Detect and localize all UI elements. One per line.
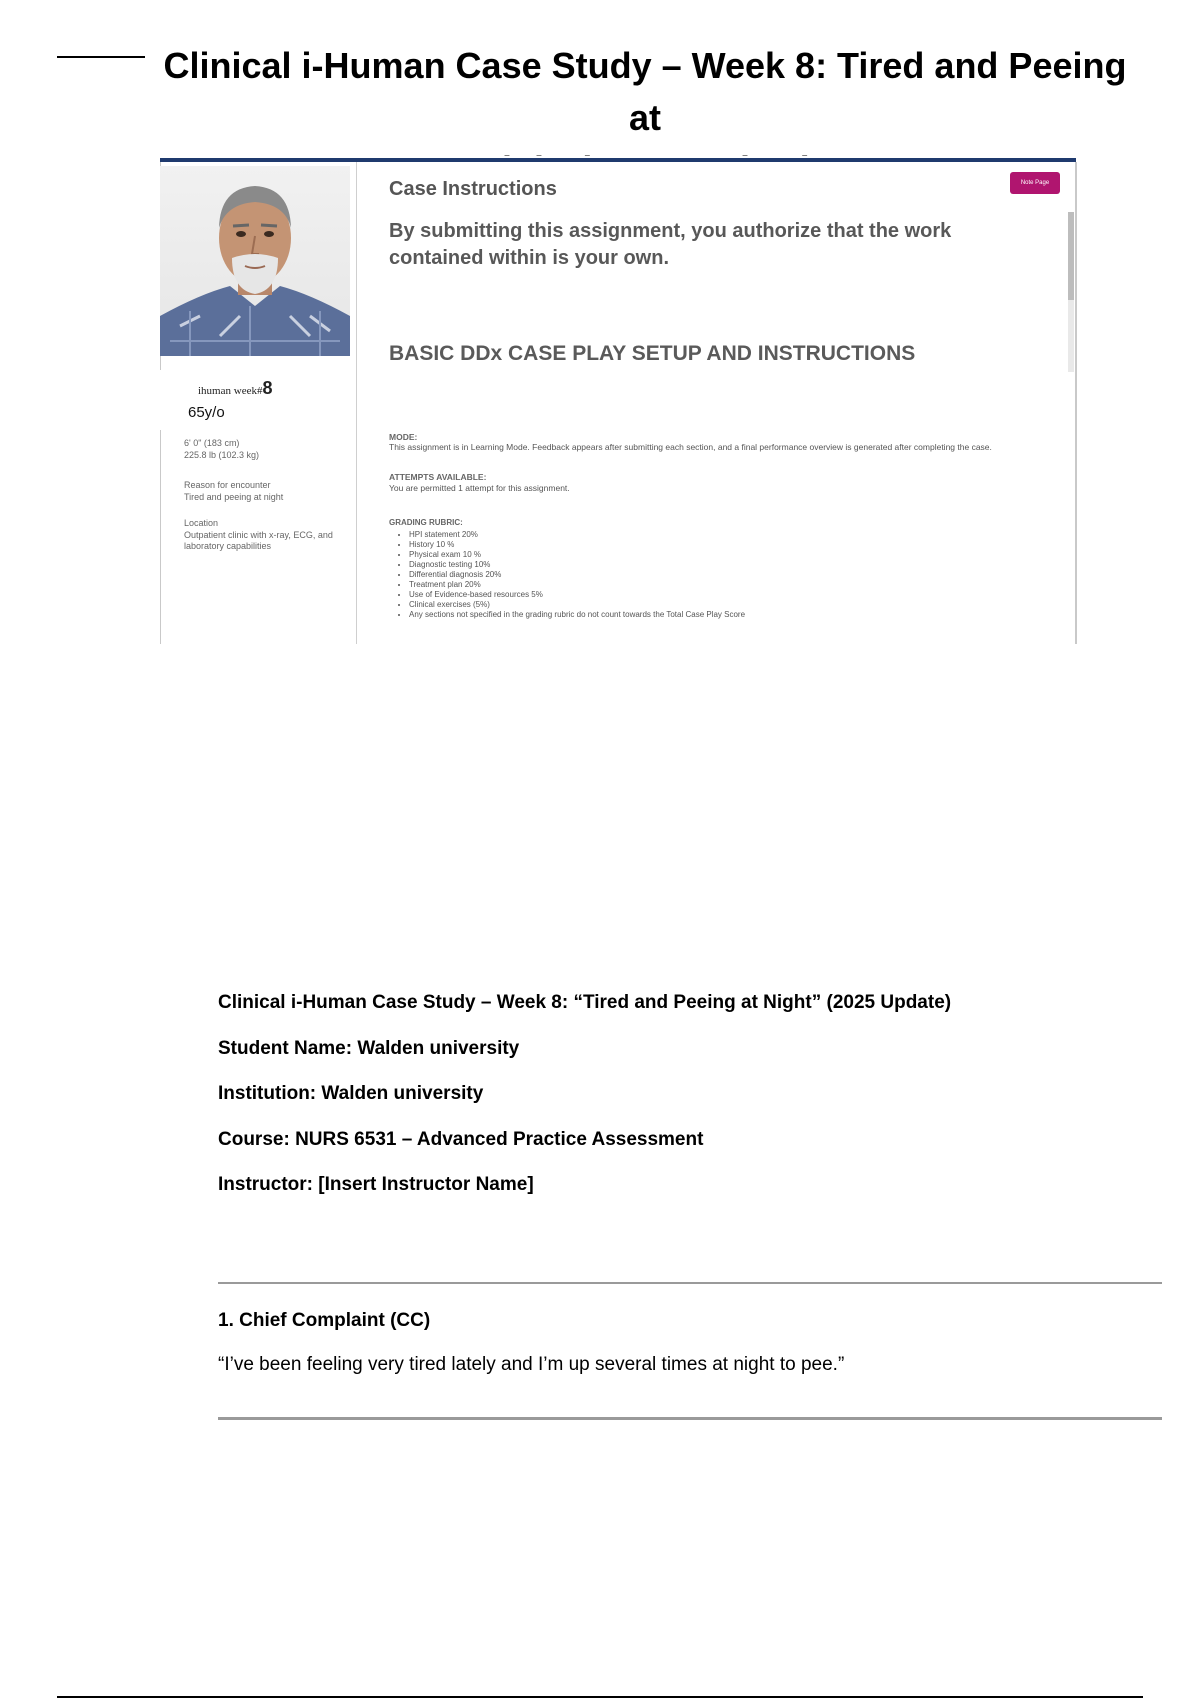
attempts-text: You are permitted 1 attempt for this assignment. xyxy=(389,483,570,493)
rubric-item: • HPI statement 20% xyxy=(409,530,745,540)
patient-height: 6' 0" (183 cm) xyxy=(184,438,240,448)
page-bottom-rule xyxy=(57,1696,1143,1698)
rubric-item: • Physical exam 10 % xyxy=(409,550,745,560)
section-divider-bottom xyxy=(218,1417,1162,1420)
patient-avatar-icon xyxy=(160,166,350,356)
screenshot-top-bar xyxy=(160,158,1076,162)
screenshot-right-border xyxy=(1075,162,1077,644)
rubric-list xyxy=(389,530,745,620)
document-title-line-1: Clinical i-Human Case Study – Week 8: Tired and Peeing at xyxy=(163,45,1127,138)
reason-value: Tired and peeing at night xyxy=(184,492,284,502)
institution: Institution: Walden university xyxy=(218,1083,484,1104)
reason-label: Reason for encounter xyxy=(184,480,271,490)
location-value: Outpatient clinic with x-ray, ECG, and laboratory capabilities xyxy=(184,530,333,551)
patient-weight: 225.8 lb (102.3 kg) xyxy=(184,450,260,460)
patient-id-number: 8 xyxy=(262,378,273,398)
authorization-statement: By submitting this assignment, you authorize that the work contained within is your own. xyxy=(389,220,952,269)
note-page-button[interactable]: Note Page xyxy=(1010,172,1060,194)
rubric-item: • Differential diagnosis 20% xyxy=(409,570,745,580)
patient-id-label: ihuman week# xyxy=(198,385,263,397)
rubric-item: • Treatment plan 20% xyxy=(409,580,745,590)
patient-age: 65y/o xyxy=(188,404,225,421)
course: Course: NURS 6531 – Advanced Practice Assessment xyxy=(218,1129,704,1150)
section-divider xyxy=(218,1282,1162,1284)
mode-text: This assignment is in Learning Mode. Feedback appears after submitting each section, and a final performance overview is generated after completing the case. xyxy=(389,442,992,452)
mode-heading: MODE: xyxy=(389,432,418,442)
case-instructions-header: Case Instructions xyxy=(389,178,557,200)
case-screenshot xyxy=(146,156,1088,644)
cropped-band xyxy=(357,372,1075,432)
chief-complaint-heading: 1. Chief Complaint (CC) xyxy=(218,1310,431,1331)
location-label: Location xyxy=(184,518,219,528)
student-name: Student Name: Walden university xyxy=(218,1038,520,1059)
rubric-item: • Any sections not specified in the grading rubric do not count towards the Total Case Play Score xyxy=(409,610,745,620)
rubric-item: • Use of Evidence-based resources 5% xyxy=(409,590,745,600)
instructor: Instructor: [Insert Instructor Name] xyxy=(218,1174,534,1195)
top-left-rule xyxy=(57,56,145,58)
rubric-item: • Diagnostic testing 10% xyxy=(409,560,745,570)
case-title-line: Clinical i-Human Case Study – Week 8: “Tired and Peeing at Night” (2025 Update) xyxy=(218,992,952,1013)
chief-complaint-quote: “I’ve been feeling very tired lately and I’m up several times at night to pee.” xyxy=(218,1354,845,1375)
setup-title: BASIC DDx CASE PLAY SETUP AND INSTRUCTIONS xyxy=(389,342,916,365)
rubric-item: • Clinical exercises (5%) xyxy=(409,600,745,610)
patient-id xyxy=(198,378,272,399)
grading-rubric xyxy=(389,518,745,620)
scrollbar-thumb[interactable] xyxy=(1068,212,1074,300)
attempts-heading: ATTEMPTS AVAILABLE: xyxy=(389,472,487,482)
patient-avatar xyxy=(160,166,350,356)
rubric-heading: GRADING RUBRIC: xyxy=(389,518,463,527)
rubric-item: • History 10 % xyxy=(409,540,745,550)
